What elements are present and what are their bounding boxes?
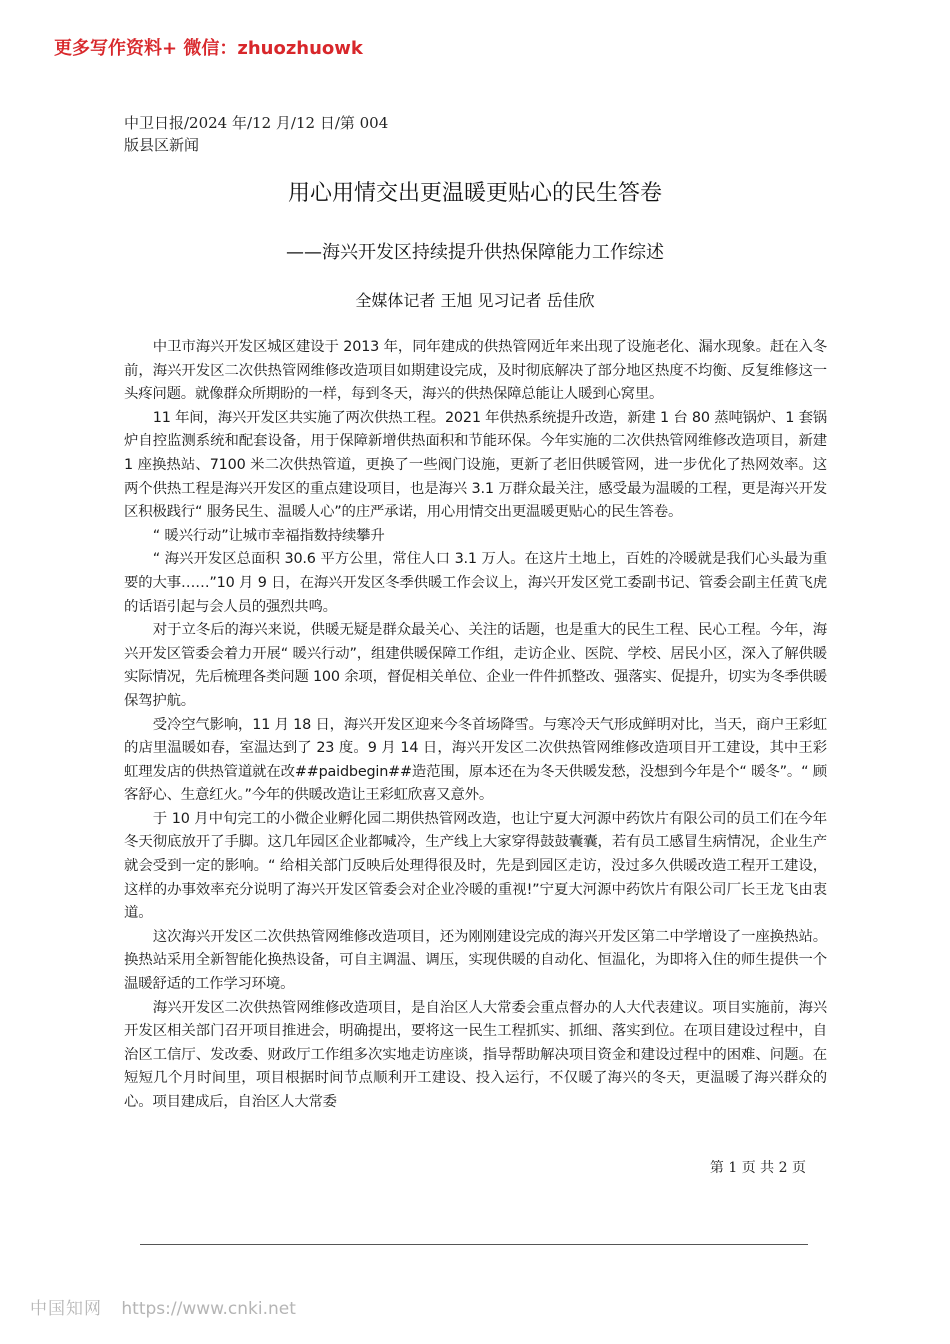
paragraph: 于 10 月中旬完工的小微企业孵化园二期供热管网改造，也让宁夏大河源中药饮片有限公司的员工们在今年冬天彻底放开了手脚。这几年园区企业都喊冷，生产线上大家穿得鼓鼓囊囊，若有员工感冒生病情况，企业生产就会受到一定的影响。“ 给相关部门反映后处理得很及时，先是到园区走访，没过多久供暖改造工程开工建设，这样的办事效率充分说明了海兴开发区管委会对企业冷暖的重视!”宁夏大河源中药饮片有限公司厂长王龙飞由衷道。 [124,810,827,922]
paragraph: 中卫市海兴开发区城区建设于 2013 年，同年建成的供热管网近年来出现了设施老化、漏水现象。赶在入冬前，海兴开发区二次供热管网维修改造项目如期建设完成，及时彻底解决了部分地区热度不均衡、反复维修这一头疼问题。就像群众所期盼的一样，每到冬天，海兴的供热保障总能让人暖到心窝里。 [124,339,827,403]
section-heading: “ 暖兴行动”让城市幸福指数持续攀升 [152,527,385,544]
paragraph: “ 海兴开发区总面积 30.6 平方公里，常住人口 3.1 万人。在这片土地上，百姓的冷暖就是我们心头最为重要的大事……”10 月 9 日，在海兴开发区冬季供暖工作会议上，海兴开发区党工委副书记、管委会副主任黄飞虎的话语引起与会人员的强烈共鸣。 [124,551,827,615]
source-line: 中卫日报/2024 年/12 月/12 日/第 004 [124,114,389,132]
article-byline: 全媒体记者 王旭 见习记者 岳佳欣 [355,291,595,310]
article-body [124,336,827,1115]
article-subtitle: ——海兴开发区持续提升供热保障能力工作综述 [286,242,664,263]
watermark-url: https://www.cnki.net [121,1299,296,1319]
page-number: 第 1 页 共 2 页 [709,1160,806,1176]
promo-banner: 更多写作资料+ 微信：zhuozhuowk [54,38,363,59]
paragraph: 11 年间，海兴开发区共实施了两次供热工程。2021 年供热系统提升改造，新建 1 台 80 蒸吨锅炉、1 套锅炉自控监测系统和配套设备，用于保障新增供热面积和节能环保。今年实施的二次供热管网维修改造项目，新建 1 座换热站、7100 米二次供热管道，更换了一些阀门设施，更新了老旧供暖管网，进一步优化了热网效率。这两个供热工程是海兴开发区的重点建设项目，也是海兴 3.1 万群众最关注，感受最为温暖的工程，更是海兴开发区积极践行“ 服务民生、温暖人心”的庄严承诺，用心用情交出更温暖更贴心的民生答卷。 [124,409,827,521]
publication-meta [124,112,388,156]
paragraph: 这次海兴开发区二次供热管网维修改造项目，还为刚刚建设完成的海兴开发区第二中学增设了一座换热站。换热站采用全新智能化换热设备，可自主调温、调压，实现供暖的自动化、恒温化，为即将入住的师生提供一个温暖舒适的工作学习环境。 [124,928,827,993]
paragraph: 海兴开发区二次供热管网维修改造项目，是自治区人大常委会重点督办的人大代表建议。项目实施前，海兴开发区相关部门召开项目推进会，明确提出，要将这一民生工程抓实、抓细、落实到位。在项目建设过程中，自治区工信厅、发改委、财政厅工作组多次实地走访座谈，指导帮助解决项目资金和建设过程中的困难、问题。在短短几个月时间里，项目根据时间节点顺利开工建设、投入运行，不仅暖了海兴的冬天，更温暖了海兴群众的心。项目建成后，自治区人大常委 [124,999,827,1110]
cnki-watermark [30,1294,296,1319]
section-line: 版县区新闻 [124,136,200,154]
footer-divider [140,1244,808,1245]
paragraph: 受冷空气影响，11 月 18 日，海兴开发区迎来今冬首场降雪。与寒冷天气形成鲜明对比，当天，商户王彩虹的店里温暖如春，室温达到了 23 度。9 月 14 日，海兴开发区二次供热管网维修改造项目开工建设，其中王彩虹理发店的供热管道就在改##paidbegin##造范围，原本还在为冬天供暖发愁，没想到今年是个“ 暖冬”。“ 顾客舒心、生意红火。”今年的供暖改造让王彩虹欣喜又意外。 [124,716,827,804]
watermark-brand: 中国知网 [30,1299,102,1319]
article-title: 用心用情交出更温暖更贴心的民生答卷 [287,181,662,206]
paragraph: 对于立冬后的海兴来说，供暖无疑是群众最关心、关注的话题，也是重大的民生工程、民心工程。今年，海兴开发区管委会着力开展“ 暖兴行动”，组建供暖保障工作组，走访企业、医院、学校、居民小区，深入了解供暖实际情况，先后梳理各类问题 100 余项，督促相关单位、企业一件件抓整改、强落实、促提升，切实为冬季供暖保驾护航。 [124,622,827,709]
